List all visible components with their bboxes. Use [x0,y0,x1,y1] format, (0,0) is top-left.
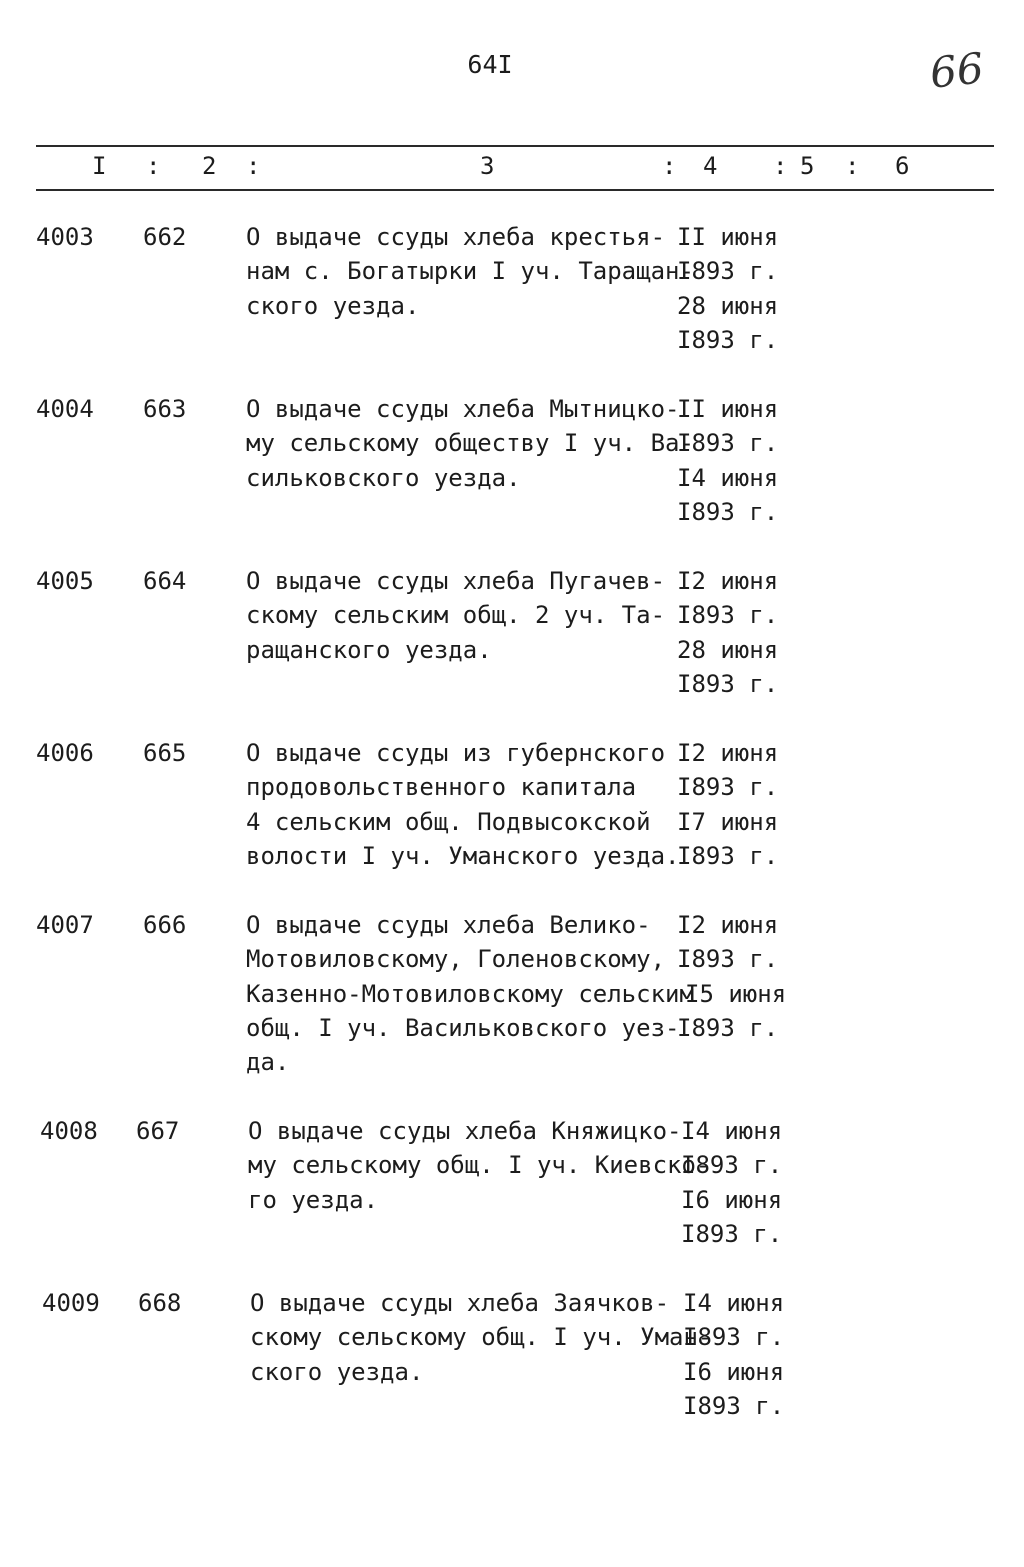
record-number: 4008 [40,1117,98,1145]
title-line: О выдаче ссуды хлеба крестья- [246,223,666,251]
record-dates [683,1286,823,1423]
title-line: 4 сельским общ. Подвысокской [246,807,651,836]
record-dates [677,220,817,357]
header-rule-top [36,145,994,147]
date-line: I6 июня [683,1357,785,1386]
column-separator: : [246,152,261,180]
title-line: волости I уч. Уманского уезда. [246,841,680,870]
title-line: общ. I уч. Васильковского уез- [246,1013,680,1042]
record-dates [677,908,817,1045]
record-number: 4009 [42,1289,100,1317]
record-dates [677,736,817,873]
date-line: I893 г. [677,429,779,458]
title-line: Казенно-Мотовиловскому сельским [246,979,694,1008]
date-line: I893 г. [677,325,779,354]
title-line: му сельскому обществу I уч. Ва- [246,429,694,458]
column-separator: : [845,152,860,180]
title-line: О выдаче ссуды хлеба Заячков- [250,1289,670,1317]
date-line: I893 г. [677,1013,779,1042]
title-line: О выдаче ссуды хлеба Мытницко- [246,395,680,423]
title-line: О выдаче ссуды хлеба Пугачев- [246,567,666,595]
record-title [246,736,680,873]
record-number: 4006 [36,739,94,767]
title-line: О выдаче ссуды хлеба Велико- [246,911,651,939]
column-header-3: 3 [480,152,495,180]
date-line: I893 г. [677,257,779,286]
column-header-2: 2 [202,152,217,180]
title-line: ского уезда. [250,1357,424,1386]
title-line: скому сельским общ. 2 уч. Та- [246,601,666,630]
date-line: I6 июня [681,1185,783,1214]
record-title [246,564,676,667]
record-dates [677,564,817,701]
date-line: I893 г. [681,1151,783,1180]
date-line: I893 г. [683,1391,785,1420]
date-line: I893 г. [677,773,779,802]
date-line: I4 июня [681,1117,783,1145]
date-line: I893 г. [683,1323,785,1352]
date-line: I2 июня [677,911,779,939]
title-line: Мотовиловскому, Голеновскому, [246,945,666,974]
date-line: 28 июня [677,291,779,320]
column-header-6: 6 [895,152,910,180]
record-number: 4003 [36,223,94,251]
record-number: 4005 [36,567,94,595]
column-separator: : [662,152,677,180]
column-header-5: 5 [800,152,815,180]
file-number: 664 [143,567,187,595]
record-title [246,220,694,323]
column-separator: : [773,152,788,180]
record-dates [681,1114,821,1251]
file-number: 662 [143,223,187,251]
record-dates [677,392,817,529]
date-line: I893 г. [677,601,779,630]
file-number: 668 [138,1289,182,1317]
record-number: 4007 [36,911,94,939]
file-number: 663 [143,395,187,423]
title-line: го уезда. [248,1185,379,1214]
date-line: I4 июня [683,1289,785,1317]
date-line: I893 г. [677,841,779,870]
file-number: 665 [143,739,187,767]
date-line: I893 г. [681,1219,783,1248]
date-line: I2 июня [677,567,779,595]
title-line: О выдаче ссуды из губернского [246,739,666,767]
title-line: ского уезда. [246,291,420,320]
column-header-row [0,152,1024,184]
title-line: да. [246,1048,290,1077]
title-line: нам с. Богатырки I уч. Таращан- [246,257,694,286]
title-line: продовольственного капитала [246,773,637,802]
date-line: 28 июня [677,635,779,664]
date-line: II июня [677,223,779,251]
title-line: О выдаче ссуды хлеба Княжицко- [248,1117,682,1145]
date-line: I4 июня [677,463,779,492]
date-line: I893 г. [677,945,779,974]
header-rule-bottom [36,189,994,191]
date-line: I893 г. [677,497,779,526]
column-header-1: I [92,152,107,180]
title-line: сильковского уезда. [246,463,521,492]
page-number: 64I [467,50,513,79]
record-title [246,392,694,495]
record-title [246,908,694,1079]
date-line: I7 июня [677,807,779,836]
date-line: II июня [677,395,779,423]
date-line: I2 июня [677,739,779,767]
column-header-4: 4 [703,152,718,180]
column-separator: : [146,152,161,180]
title-line: скому сельскому общ. I уч. Уман- [250,1323,713,1352]
title-line: му сельскому общ. I уч. Киевско- [248,1151,711,1180]
file-number: 666 [143,911,187,939]
record-title [250,1286,713,1389]
title-line: ращанского уезда. [246,635,492,664]
date-line: I893 г. [677,669,779,698]
file-number: 667 [136,1117,180,1145]
record-title [248,1114,711,1217]
record-number: 4004 [36,395,94,423]
handwritten-sheet-number: 66 [927,43,986,98]
date-line: I5 июня [685,979,787,1008]
